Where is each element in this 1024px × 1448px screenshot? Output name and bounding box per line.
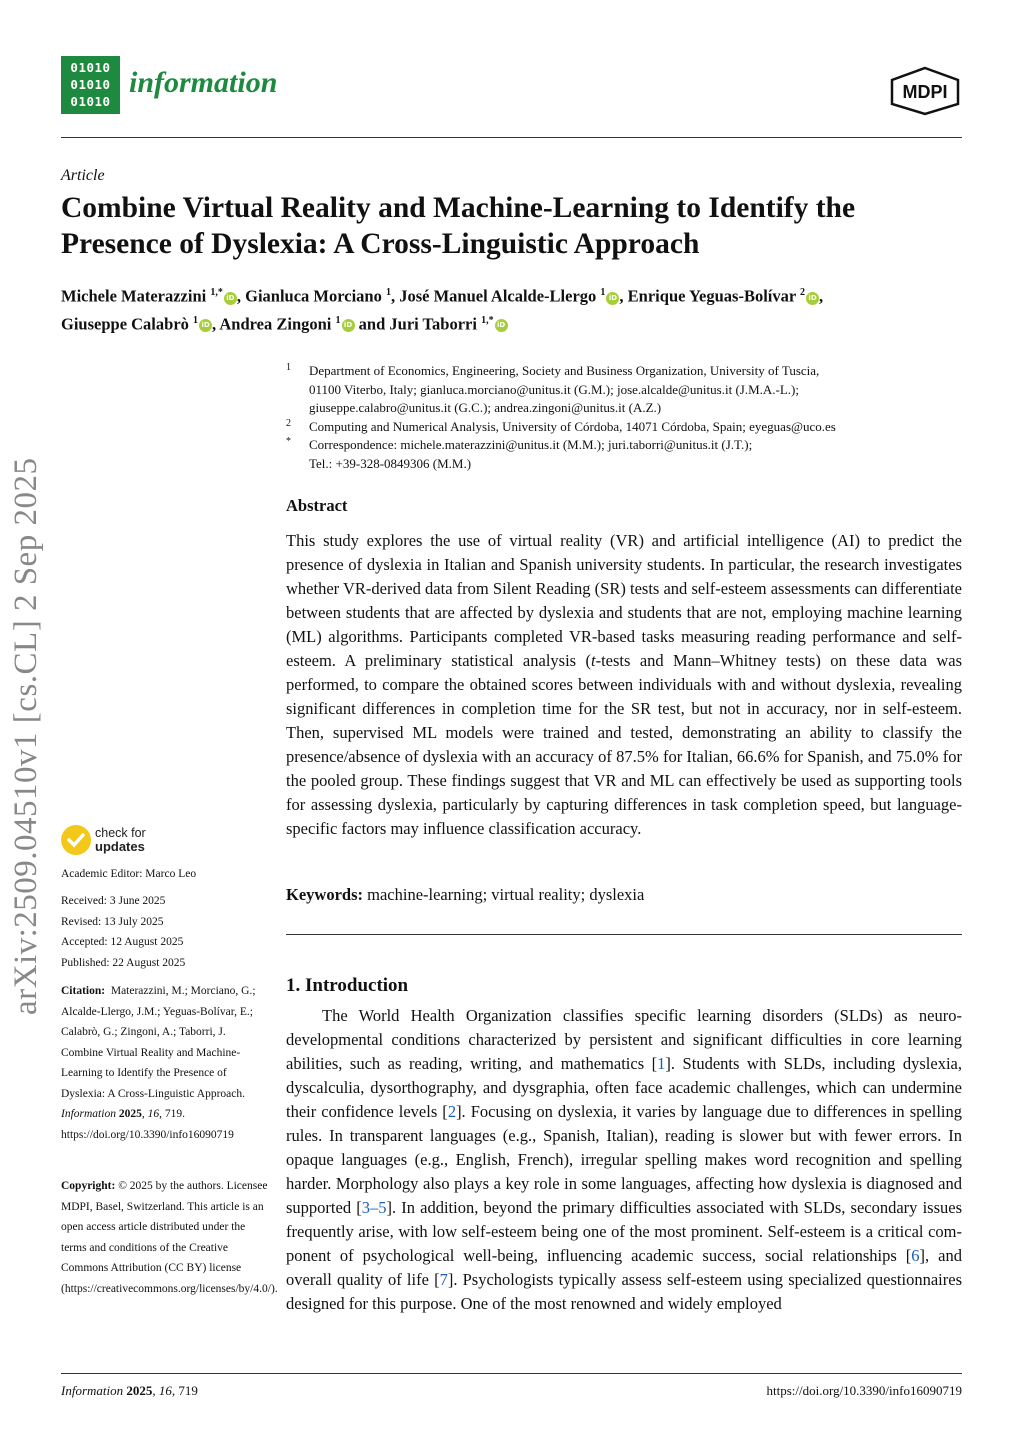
author-separator: , [236, 286, 246, 306]
author-name: Juri Taborri [389, 314, 482, 333]
received-date: Received: 3 June 2025 [61, 895, 166, 907]
abstract-text [286, 529, 962, 841]
abstract-italic: t [591, 651, 596, 670]
intro-text: The World Health Organization classifies specific learning disorders (SLDs) as neuro-developmental conditions characterized by persistent and significant difficulties in core learning abilities, such as reading, writing, and mathematics [ [286, 1006, 962, 1073]
author-affiliation-mark: 1 [385, 287, 391, 298]
logo-row: 01010 [70, 60, 111, 75]
intro-text: ]. Students with SLDs, including dyslexia, dyscalculia, dysorthography, and dysgraphia, often face academic challenges, which can undermine their confidence levels [ [286, 1054, 962, 1121]
affiliation-marker: 2 [286, 417, 291, 429]
intro-paragraph [286, 1004, 962, 1316]
check-text [95, 827, 146, 854]
title-line: Presence of Dyslexia: A Cross-Linguistic Approach [61, 228, 700, 260]
affiliation [286, 362, 966, 418]
affiliation [286, 418, 966, 437]
orcid-icon[interactable]: iD [224, 292, 237, 305]
citation-text: Materazzini, M.; Morciano, G.; Alcalde-Llergo, J.M.; Yeguas-Bolívar, E.; Calabrò, G.; Zingoni, A.; Taborri, J. Combine Virtual Reality and Machine-Learning to Identify the Presence of Dyslexia: A Cross-Linguistic Approach. [61, 985, 256, 1100]
journal-logo [61, 56, 120, 114]
citation-link[interactable]: 2 [447, 1102, 457, 1121]
author-name: Andrea Zingoni [219, 314, 336, 333]
intro-text: ]. Focusing on dyslexia, it varies by language due to differences in spelling rules. In transparent languages (e.g., Spanish, Italian), reading is slower but with fewer errors. In opaque languages (e.g., English, French), irregular spelling makes word recognition and spelling harder. Morphology also plays a key role in some languages, affecting how dyslexia is diagnosed and supported [ [286, 1102, 962, 1217]
author-affiliation-mark: 1,* [210, 287, 223, 298]
orcid-icon[interactable]: iD [495, 319, 508, 332]
revised-date: Revised: 13 July 2025 [61, 915, 164, 928]
check-icon [61, 825, 91, 855]
author-separator: , [619, 286, 628, 306]
copyright-text: © 2025 by the authors. Licensee MDPI, Basel, Switzerland. This article is an open access article distributed under the terms and conditions of the Creative Commons Attribution (CC BY) license (https://creativecommons.org/licenses/by/4.0/). [61, 1180, 278, 1295]
abstract-heading: Abstract [286, 496, 348, 515]
author-separator: , [819, 286, 824, 306]
author-affiliation-mark: 1 [335, 314, 341, 326]
orcid-icon[interactable]: iD [606, 292, 619, 305]
citation-link[interactable]: 3–5 [361, 1198, 387, 1217]
abstract-part: -tests and Mann–Whitney tests) on these data was performed, to compare the obtained scores between individuals with and without dyslexia, revealing significant differences in completion time for the SR test, but not in accuracy, nor in self-esteem. Then, supervised ML models were trained and tested, demonstrating an ability to classify the presence/absence of dyslexia with an accuracy of 87.5% for Italian, 66.6% for Spanish, and 75.0% for the pooled group. These findings suggest that VR and ML can effectively be used as supporting tools for assessing dyslexia, particularly by capturing differences in task completion speed, but language-specific factors may influence classification accuracy. [286, 651, 962, 838]
keywords-text: machine-learning; virtual reality; dyslexia [367, 885, 645, 904]
citation-link[interactable]: 7 [439, 1270, 448, 1289]
mdpi-logo [888, 66, 962, 116]
intro-text: ]. Psychologists typically assess self-esteem using specialized questionnaires designed for this purpose. One of the most renowned and widely employed [286, 1270, 962, 1313]
article-title [61, 190, 971, 262]
author-name: Enrique Yeguas-Bolívar [627, 286, 801, 306]
affiliation-line: 01100 Viterbo, Italy; gianluca.morciano@unitus.it (G.M.); jose.alcalde@unitus.it (J.M.A.-L.); [309, 381, 799, 397]
footer-year: 2025 [126, 1383, 153, 1398]
published-date: Published: 22 August 2025 [61, 956, 186, 969]
logo-row: 01010 [70, 94, 111, 109]
affiliation-marker: * [286, 436, 291, 447]
copyright-block [61, 1176, 278, 1299]
affiliation-line: Tel.: +39-328-0849306 (M.M.) [309, 455, 472, 471]
citation-volume: 16 [147, 1108, 160, 1120]
citation-journal: Information [61, 1108, 116, 1120]
check-line: updates [95, 839, 145, 854]
citation-block: Citation: Materazzini, M.; Morciano, G.; Alcalde-Llergo, J.M.; Yeguas-Bolívar, E.; Calabrò, G.; Zingoni, A.; Taborri, J. Combine Virtual Reality and Machine-Learning to Identify the Presence of Dyslexia: A Cross-Linguistic Approach. Information 2025, 16, 719. https://doi.org/10.3390/info16090719 [61, 985, 256, 1141]
check-line: check for [95, 826, 146, 840]
footer-citation: Information 2025, 16, 719 [61, 1383, 198, 1398]
affiliation-line: Computing and Numerical Analysis, University of Córdoba, 14071 Córdoba, Spain; eyeguas@uco.es [309, 418, 836, 434]
footer-doi-link[interactable]: https://doi.org/10.3390/info16090719 [766, 1383, 962, 1398]
author-name: Gianluca Morciano [245, 286, 386, 306]
footer-journal: Information [61, 1383, 124, 1398]
author-separator: , [212, 314, 220, 333]
affiliations [286, 362, 966, 473]
author-affiliation-mark: 1,* [481, 314, 494, 326]
affiliation-marker: 1 [286, 362, 291, 373]
author-name: Giuseppe Calabrò [61, 314, 194, 333]
footer-volume: 16 [158, 1383, 172, 1398]
keywords [286, 885, 962, 905]
orcid-icon[interactable]: iD [806, 292, 819, 305]
copyright-label: Copyright: [61, 1180, 116, 1192]
author-list [61, 281, 966, 336]
header-divider [61, 137, 962, 138]
author-separator: and [354, 314, 390, 333]
affiliation-line: Department of Economics, Engineering, Society and Business Organization, University of Tuscia, [309, 363, 820, 378]
intro-text: ], and overall quality of life [ [286, 1246, 962, 1289]
citation-link[interactable]: 1 [657, 1054, 666, 1073]
author-affiliation-mark: 1 [600, 287, 606, 298]
section-heading: 1. Introduction [286, 975, 409, 996]
keywords-label: Keywords: [286, 885, 363, 904]
orcid-icon[interactable]: iD [199, 319, 212, 332]
academic-editor: Academic Editor: Marco Leo [61, 868, 197, 880]
arxiv-stamp: arXiv:2509.04510v1 [cs.CL] 2 Sep 2025 [8, 457, 44, 1015]
title-line: Combine Virtual Reality and Machine-Learning to Identify the [61, 192, 856, 224]
affiliation-line: Correspondence: michele.materazzini@unitus.it (M.M.); juri.taborri@unitus.it (J.T.); [309, 437, 753, 452]
dates [61, 891, 269, 973]
author-affiliation-mark: 1 [193, 314, 199, 326]
author-name: Michele Materazzini [61, 286, 211, 306]
footer-divider [61, 1373, 962, 1374]
affiliation-line: giuseppe.calabro@unitus.it (G.C.); andrea.zingoni@unitus.it (A.Z.) [309, 400, 662, 415]
journal-name: information [129, 66, 278, 99]
citation-label: Citation: [61, 985, 106, 997]
publisher-name: MDPI [902, 82, 948, 102]
logo-row: 01010 [70, 77, 111, 92]
accepted-date: Accepted: 12 August 2025 [61, 936, 184, 948]
intro-text: ]. In addition, beyond the primary difficulties associated with SLDs, secondary issues frequently arise, with low self-esteem being one of the most prominent. Self-esteem is a critical com-ponent of psychological well-being, influencing academic success, social relationships [ [286, 1198, 962, 1265]
abstract-divider [286, 934, 962, 935]
citation-year: 2025 [118, 1108, 142, 1120]
footer-article: , 719 [171, 1383, 198, 1398]
affiliation [286, 436, 966, 473]
abstract-part: This study explores the use of virtual reality (VR) and artificial intelligence (AI) to predict the presence of dyslexia in Italian and Spanish university students. In particular, the research investigates whether VR-derived data from Silent Reading (SR) tests and self-esteem assessments can differentiate between students that are affected by dyslexia and students that are not, employing machine learning (ML) algorithms. Participants completed VR-based tasks measuring reading performance and self-esteem. A preliminary statistical analysis ( [286, 531, 962, 670]
citation-link[interactable]: 6 [911, 1246, 920, 1265]
author-separator: , [390, 286, 400, 306]
article-type: Article [61, 167, 105, 184]
orcid-icon[interactable]: iD [342, 319, 355, 332]
author-affiliation-mark: 2 [800, 287, 806, 298]
citation-doi[interactable]: , 719. https://doi.org/10.3390/info16090719 [61, 1108, 234, 1141]
author-name: José Manuel Alcalde-Llergo [399, 286, 601, 306]
